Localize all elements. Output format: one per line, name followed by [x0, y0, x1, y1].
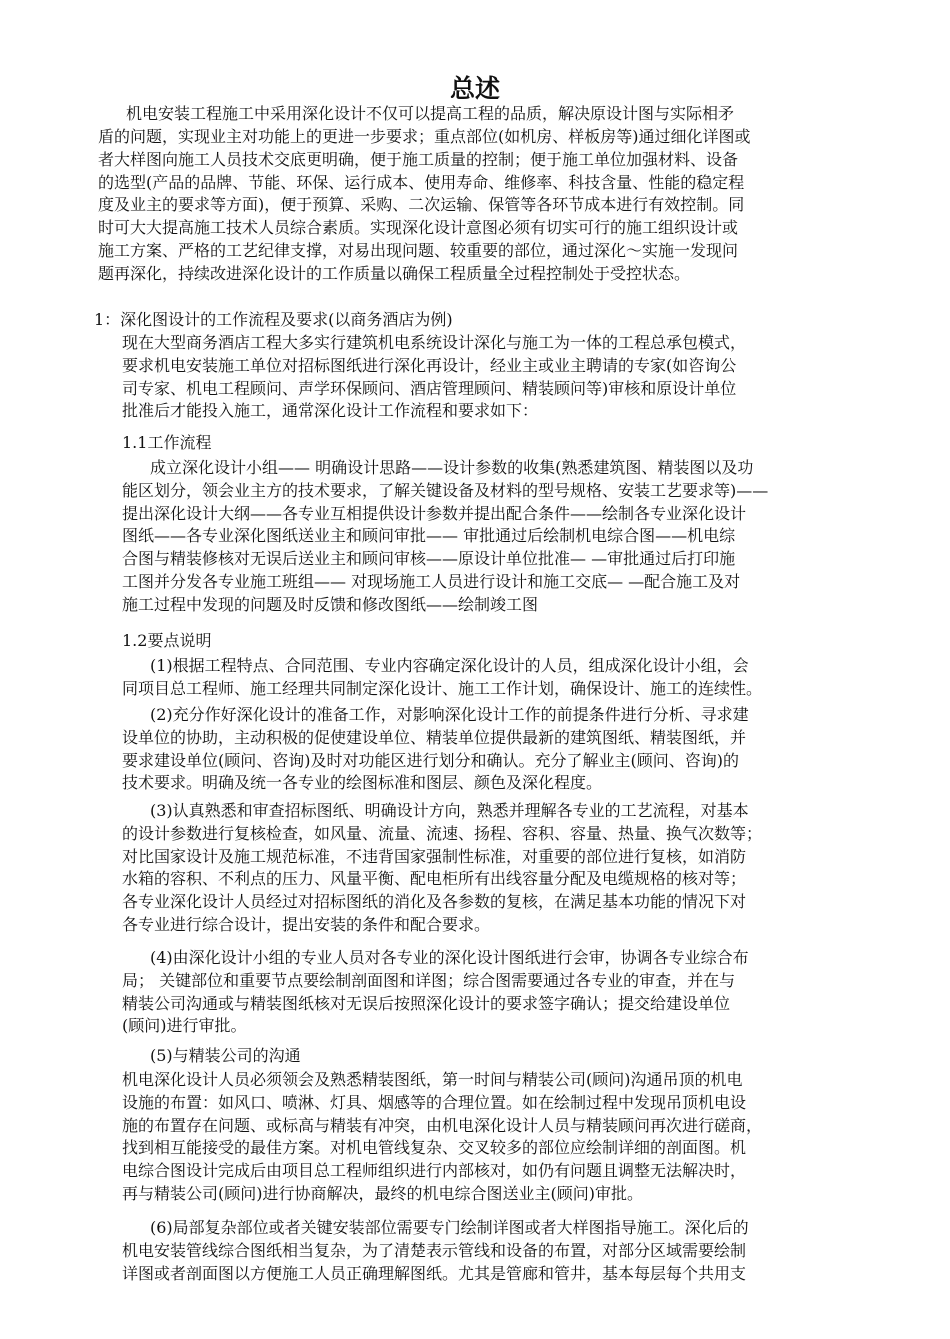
point-4 — [122, 947, 862, 1038]
point-1 — [122, 655, 862, 701]
text-line: 提出深化设计大纲——各专业互相提供设计参数并提出配合条件——绘制各专业深化设计 — [122, 503, 747, 523]
text-line: 施工过程中发现的问题及时反馈和修改图纸——绘制竣工图 — [122, 594, 539, 614]
text-line: 成立深化设计小组—— 明确设计思路——设计参数的收集(熟悉建筑图、精装图以及功 — [150, 458, 754, 477]
point-3 — [122, 800, 862, 937]
text-line: 要求机电安装施工单位对招标图纸进行深化再设计，经业主或业主聘请的专家(如咨询公 — [122, 355, 737, 375]
text-line: 详图或者剖面图以方便施工人员正确理解图纸。尤其是管廊和管井，基本每层每个共用支 — [122, 1263, 747, 1283]
text-line: 施工方案、严格的工艺纪律支撑，对易出现问题、较重要的部位，通过深化～实施一发现问 — [98, 240, 739, 260]
text-line: 机电安装管线综合图纸相当复杂，为了清楚表示管线和设备的布置，对部分区域需要绘制 — [122, 1240, 747, 1260]
text-line: 找到相互能接受的最佳方案。对机电管线复杂、交叉较多的部位应绘制详细的剖面图。机 — [122, 1138, 747, 1158]
text-line: 司专家、机电工程顾问、声学环保顾问、酒店管理顾问、精装顾问等)审核和原设计单位 — [122, 378, 737, 398]
text-line: 水箱的容积、不利点的压力、风量平衡、配电柜所有出线容量分配及电缆规格的核对等； — [122, 869, 747, 889]
text-line: 题再深化，持续改进深化设计的工作质量以确保工程质量全过程控制处于受控状态。 — [98, 263, 691, 283]
text-line: 的选型(产品的品牌、节能、环保、运行成本、使用寿命、维修率、科技含量、性能的稳定程 — [98, 172, 745, 192]
text-line: 机电深化设计人员必须领会及熟悉精装图纸，第一时间与精装公司(顾问)沟通吊顶的机电 — [122, 1070, 743, 1089]
text-line: 批准后才能投入施工，通常深化设计工作流程和要求如下： — [122, 401, 539, 421]
text-line: 技术要求。明确及统一各专业的绘图标准和图层、颜色及深化程度。 — [122, 773, 603, 793]
text-line: 再与精装公司(顾问)进行协商解决，最终的机电综合图送业主(顾问)审批。 — [122, 1183, 643, 1203]
text-line: 同项目总工程师、施工经理共同制定深化设计、施工工作计划，确保设计、施工的连续性。 — [122, 678, 763, 698]
text-line: 合图与精装修核对无误后送业主和顾问审核——原设计单位批准— —审批通过后打印施 — [122, 549, 736, 569]
text-line: 各专业进行综合设计，提出安装的条件和配合要求。 — [122, 914, 491, 934]
point-6 — [122, 1217, 862, 1285]
text-line: 施的布置存在问题、或标高与精装有冲突，由机电深化设计人员与精装顾问再次进行磋商， — [122, 1115, 763, 1135]
text-line: 度及业主的要求等方面)，便于预算、采购、二次运输、保管等各环节成本进行有效控制。同 — [98, 195, 745, 215]
section-1-heading — [94, 309, 864, 332]
section-heading: 1：深化图设计的工作流程及要求(以商务酒店为例) — [94, 310, 453, 329]
text-line: 时可大大提高施工技术人员综合素质。实现深化设计意图必须有切实可行的施工组织设计或 — [98, 218, 739, 238]
text-line: 者大样图向施工人员技术交底更明确，便于施工质量的控制；便于施工单位加强材料、设备 — [98, 149, 739, 169]
text-line: 现在大型商务酒店工程大多实行建筑机电系统设计深化与施工为一体的工程总承包模式， — [122, 333, 747, 352]
text-line: (5)与精装公司的沟通 — [150, 1046, 301, 1065]
text-line: 图纸——各专业深化图纸送业主和顾问审批—— 审批通过后绘制机电综合图——机电综 — [122, 526, 736, 546]
point-5 — [122, 1069, 862, 1206]
text-line: 设单位的协助，主动积极的促使建设单位、精装单位提供最新的建筑图纸、精装图纸，并 — [122, 727, 747, 747]
point-5-heading — [122, 1045, 522, 1068]
text-line: 局； 关键部位和重要节点要绘制剖面图和详图；综合图需要通过各专业的审查，并在与 — [122, 970, 736, 990]
text-line: 盾的问题，实现业主对功能上的更进一步要求；重点部位(如机房、样板房等)通过细化详图或 — [98, 127, 751, 146]
text-line: 精装公司沟通或与精装图纸核对无误后按照深化设计的要求签字确认；提交给建设单位 — [122, 993, 731, 1013]
subsection-heading: 1.1工作流程 — [122, 433, 212, 452]
text-line: 电综合图设计完成后由项目总工程师组织进行内部核对，如仍有问题且调整无法解决时， — [122, 1161, 747, 1181]
subsection-1-1-body — [122, 457, 862, 617]
text-line: (顾问)进行审批。 — [122, 1016, 247, 1036]
text-line: (2)充分作好深化设计的准备工作，对影响深化设计工作的前提条件进行分析、寻求建 — [150, 705, 749, 724]
intro-paragraph-cont — [98, 126, 860, 286]
point-2 — [122, 704, 862, 795]
page-title: 总述 — [449, 74, 500, 103]
text-line: 各专业深化设计人员经过对招标图纸的消化及各参数的复核，在满足基本功能的情况下对 — [122, 892, 747, 912]
subsection-1-2-heading — [122, 630, 422, 653]
text-line: (3)认真熟悉和审查招标图纸、明确设计方向，熟悉并理解各专业的工艺流程，对基本 — [150, 801, 749, 820]
text-line: (6)局部复杂部位或者关键安装部位需要专门绘制详图或者大样图指导施工。深化后的 — [150, 1218, 749, 1237]
text-line: 机电安装工程施工中采用深化设计不仅可以提高工程的品质，解决原设计图与实际相矛 — [126, 104, 735, 123]
text-line: 能区划分，领会业主方的技术要求，了解关键设备及材料的型号规格、安装工艺要求等)—— — [122, 480, 769, 500]
text-line: (4)由深化设计小组的专业人员对各专业的深化设计图纸进行会审，协调各专业综合布 — [150, 948, 749, 967]
text-line: 设施的布置：如风口、喷淋、灯具、烟感等的合理位置。如在绘制过程中发现吊顶机电设 — [122, 1092, 747, 1112]
section-1-body — [122, 332, 862, 423]
subsection-1-1-heading — [122, 432, 422, 455]
subsection-heading: 1.2要点说明 — [122, 631, 212, 650]
text-line: 工图并分发各专业施工班组—— 对现场施工人员进行设计和施工交底— —配合施工及对 — [122, 571, 741, 591]
intro-paragraph — [98, 103, 860, 126]
text-line: (1)根据工程特点、合同范围、专业内容确定深化设计的人员，组成深化设计小组，会 — [150, 656, 749, 675]
text-line: 要求建设单位(顾问、咨询)及时对功能区进行划分和确认。充分了解业主(顾问、咨询)的 — [122, 750, 739, 770]
text-line: 的设计参数进行复核检查，如风量、流量、流速、扬程、容积、容量、热量、换气次数等； — [122, 823, 763, 843]
text-line: 对比国家设计及施工规范标准，不违背国家强制性标准，对重要的部位进行复核，如消防 — [122, 846, 747, 866]
